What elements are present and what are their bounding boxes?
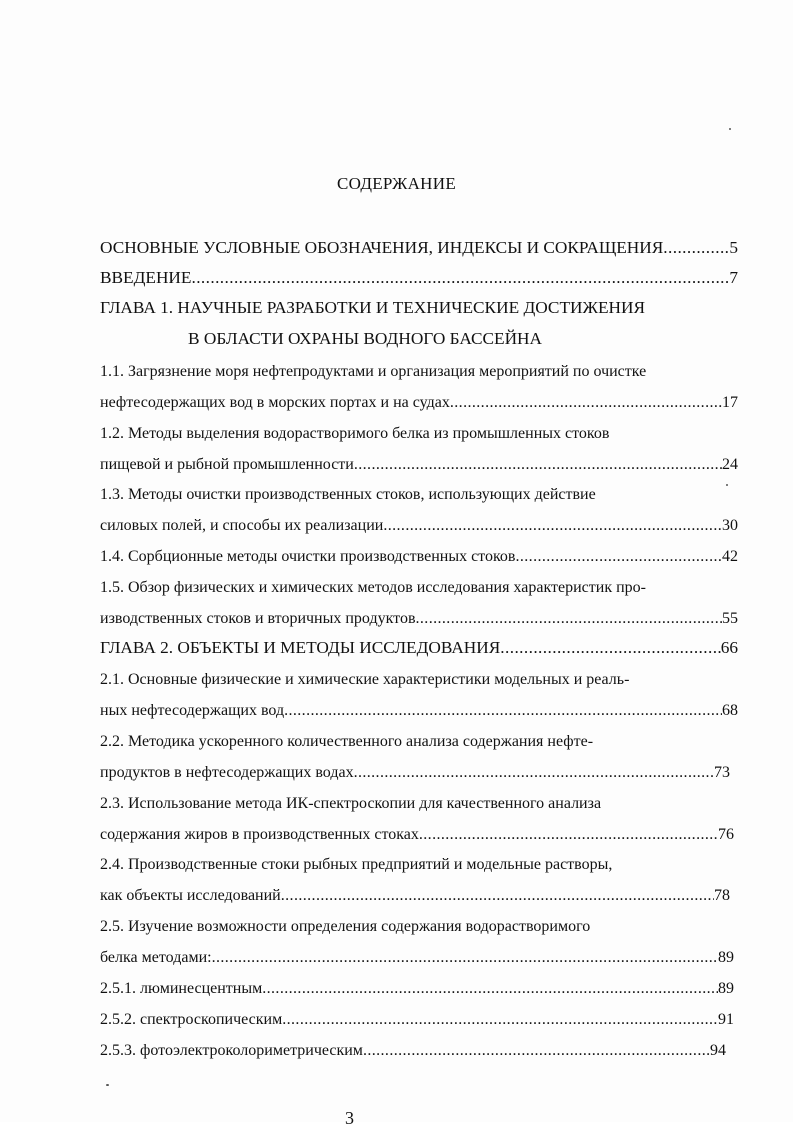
toc-entry [100, 238, 738, 258]
toc-entry-text: содержания жиров в производственных стоках [100, 826, 419, 843]
toc-leader-dots [416, 609, 723, 629]
toc-entry-text: как объекты исследований [100, 887, 281, 904]
toc-entry [188, 329, 748, 349]
toc-leader-dots [354, 455, 722, 475]
toc-entry [100, 547, 738, 567]
toc-entry [100, 638, 738, 658]
page-number: 3 [345, 1108, 354, 1128]
toc-leader-dots [284, 701, 722, 721]
toc-leader-dots [212, 948, 718, 968]
toc-entry-page: 42 [722, 548, 738, 565]
toc-entry-text: продуктов в нефтесодержащих водах [100, 764, 354, 781]
toc-entry-text: ГЛАВА 2. ОБЪЕКТЫ И МЕТОДЫ ИССЛЕДОВАНИЯ [100, 638, 501, 657]
toc-entry [100, 485, 740, 505]
toc-entry [100, 424, 740, 444]
toc-entry [100, 855, 740, 875]
toc-leader-dots [419, 825, 718, 845]
toc-entry-text: 2.4. Производственные стоки рыбных предприятий и модельные растворы, [100, 856, 613, 873]
toc-entry-text: 2.5.1. люминесцентным [100, 980, 263, 997]
toc-entry-text: 2.5.2. спектроскопическим [100, 1011, 283, 1028]
toc-entry-text: ОСНОВНЫЕ УСЛОВНЫЕ ОБОЗНАЧЕНИЯ, ИНДЕКСЫ И СОКРАЩЕНИЯ [100, 238, 664, 257]
toc-entry [100, 701, 738, 721]
toc-entry-text: нефтесодержащих вод в морских портах и на судах [100, 394, 450, 411]
toc-entry [100, 455, 738, 475]
toc-leader-dots [281, 886, 714, 906]
toc-leader-dots [282, 1010, 718, 1030]
toc-entry [100, 609, 738, 629]
toc-entry [100, 1010, 734, 1030]
toc-entry-page: 7 [729, 268, 738, 287]
toc-leader-dots [500, 638, 720, 658]
toc-entry-text: 2.2. Методика ускоренного количественного анализа содержания нефте- [100, 733, 594, 750]
toc-entry-text: 2.5. Изучение возможности определения содержания водорастворимого [100, 918, 591, 935]
toc-entry-text: ГЛАВА 1. НАУЧНЫЕ РАЗРАБОТКИ И ТЕХНИЧЕСКИЕ ДОСТИЖЕНИЯ [100, 298, 646, 317]
toc-entry [100, 794, 740, 814]
toc-leader-dots [515, 547, 722, 567]
toc-entry-text: 1.2. Методы выделения водорастворимого белка из промышленных стоков [100, 425, 610, 442]
toc-entry-page: 55 [722, 610, 738, 627]
scan-speck [106, 1084, 109, 1086]
toc-entry-text: ВВЕДЕНИЕ [100, 268, 192, 287]
toc-entry [100, 825, 734, 845]
toc-entry-text: 2.1. Основные физические и химические характеристики модельных и реаль- [100, 671, 630, 688]
toc-entry [100, 362, 740, 382]
toc-entry-page: 78 [714, 887, 730, 904]
toc-entry-text: пищевой и рыбной промышленности [100, 456, 354, 473]
toc-entry-text: белка методами: [100, 949, 212, 966]
scan-speck [726, 484, 728, 486]
toc-entry-text: силовых полей, и способы их реализации [100, 517, 384, 534]
toc-entry [100, 763, 730, 783]
toc-entry [100, 578, 740, 598]
toc-entry-text: 1.3. Методы очистки производственных стоков, использующих действие [100, 486, 596, 503]
toc-entry [100, 917, 740, 937]
toc-entry [100, 948, 734, 968]
toc-entry-page: 30 [722, 517, 738, 534]
toc-leader-dots [663, 238, 729, 258]
toc-entry [100, 732, 740, 752]
toc-leader-dots [383, 516, 722, 536]
toc-entry-page: 24 [722, 456, 738, 473]
toc-entry-page: 89 [718, 980, 734, 997]
toc-entry [100, 516, 738, 536]
toc-entry-text: 1.4. Сорбционные методы очистки производственных стоков [100, 548, 516, 565]
toc-leader-dots [354, 763, 714, 783]
toc-entry [100, 268, 738, 288]
toc-leader-dots [262, 979, 718, 999]
toc-leader-dots [363, 1041, 710, 1061]
toc-entry-page: 91 [718, 1011, 734, 1028]
toc-entry [100, 298, 740, 318]
toc-entry [100, 393, 738, 413]
toc-entry-page: 68 [722, 702, 738, 719]
page-title: СОДЕРЖАНИЕ [336, 174, 457, 193]
toc-entry-page: 73 [714, 764, 730, 781]
toc-entry-page: 66 [720, 638, 738, 657]
toc-entry [100, 979, 734, 999]
toc-entry-text: В ОБЛАСТИ ОХРАНЫ ВОДНОГО БАССЕЙНА [188, 329, 543, 348]
toc-entry-text: ных нефтесодержащих вод [100, 702, 285, 719]
scan-speck [729, 128, 731, 130]
toc-entry-text: 1.5. Обзор физических и химических методов исследования характеристик про- [100, 579, 646, 596]
toc-entry-page: 76 [718, 826, 734, 843]
toc-entry [100, 670, 740, 690]
toc-entry-text: 2.5.3. фотоэлектроколориметрическим [100, 1042, 363, 1059]
toc-entry-text: 2.3. Использование метода ИК-спектроскопии для качественного анализа [100, 795, 602, 812]
toc-entry-text: изводственных стоков и вторичных продуктов [100, 610, 416, 627]
toc-entry-page: 5 [729, 238, 738, 257]
toc-entry-page: 17 [722, 394, 738, 411]
toc-entry-page: 94 [710, 1042, 726, 1059]
toc-entry [100, 886, 730, 906]
toc-leader-dots [191, 268, 729, 288]
toc-leader-dots [450, 393, 722, 413]
toc-entry-text: 1.1. Загрязнение моря нефтепродуктами и организация мероприятий по очистке [100, 363, 647, 380]
toc-entry [100, 1041, 726, 1061]
toc-entry-page: 89 [718, 949, 734, 966]
